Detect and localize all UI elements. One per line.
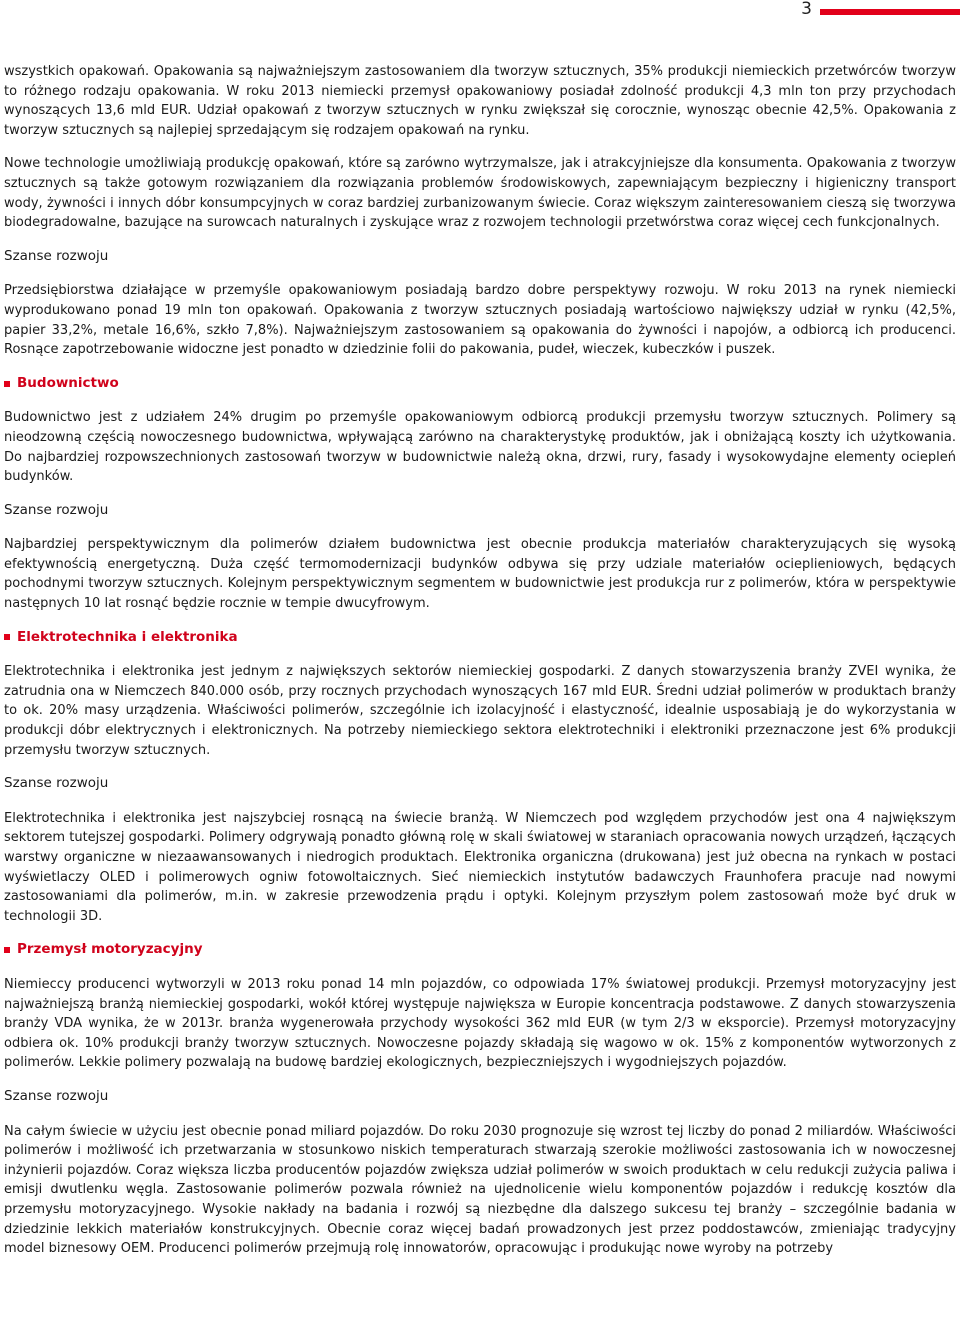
paragraph-construction-growth: Najbardziej perspektywicznym dla polimerów działem budownictwa jest obecnie produkcja materiałów charakteryzujących się wysoką efektywnością energetyczną. Duża część termomodernizacji budynków odbywa się przy udziale materiałów ocieplieniowych, będących pochodnymi tworzyw sztucznych. Kolejnym perspektywicznym segmentem w budownictwie jest produkcja rur z polimerów, która w perspektywie następnych 10 lat rosnąć będzie rocznie w tempie dwucyfrowym.	[4, 537, 956, 612]
paragraph-automotive: Niemieccy producenci wytworzyli w 2013 roku ponad 14 mln pojazdów, co odpowiada 17% światowej produkcji. Przemysł motoryzacyjny jest najważniejszą branżą niemieckiej gospodarki, wokół której występuje największa w Europie koncentracja podstawowe. Z danych stowarzyszenia branży VDA wynika, że w 2013r. branża wygenerowała przychody wysokości 362 mld EUR (w tym 2/3 w eksporcie). Przemysł motoryzacyjny odbiera ok. 10% produkcji branży tworzyw sztucznych. Nowoczesne pojazdy składają się wagowo w ok. 15% z komponentów wytworzonych z polimerów. Lekkie polimery pozwalają na budowę bardziej ekologicznych, bezpieczniejszych i wygodniejszych pojazdów.	[4, 976, 956, 1071]
paragraph-construction: Budownictwo jest z udziałem 24% drugim po przemyśle opakowaniowym odbiorcą produkcji przemysłu tworzyw sztucznych. Polimery są nieodzowną częścią nowoczesnego budownictwa, wpływającą zarówno na charakterystykę produktów, jak i obniżającą koszty ich użytkowania. Do najbardziej rozpowszechnionych zastosowań tworzyw w budownictwie należą okna, drzwi, rury, fasady i wysokowydajne elementy ociepleń budynków.	[4, 410, 956, 485]
square-bullet-icon	[4, 947, 10, 953]
subheading-growth-automotive: Szanse rozwoju	[4, 1087, 109, 1104]
header-accent-bar	[820, 9, 960, 15]
section-heading-label: Elektrotechnika i elektronika	[17, 628, 238, 645]
document-body	[4, 62, 956, 1273]
paragraph-electronics-growth: Elektrotechnika i elektronika jest najszybciej rosnącą na świecie branżą. W Niemczech pod względem przychodów jest ona 4 największym sektorem tutejszej gospodarki. Polimery odgrywają ponadto główną rolę w skali światowej w staraniach opracowania nowych urządzeń, łączących warstwy organiczne w niezaawansowanych i niedrogich produktach. Elektronika organiczna (drukowana) jest już obecna na rynkach w postaci wyświetlaczy OLED i polimerowych ogniw fotowoltaicznych. Sieć niemieckich instytutów badawczych Fraunhofera pracuje nad nowymi zastosowaniami dla polimerów, m.in. w zakresie przewodzenia prądu i optyki. Kolejnym przyszłym polem zastosowań może być druk w technologii 3D.	[4, 810, 956, 924]
square-bullet-icon	[4, 381, 10, 387]
paragraph-packaging-intro: wszystkich opakowań. Opakowania są najważniejszym zastosowaniem dla tworzyw sztucznych, 35% produkcji niemieckich przetwórców tworzyw to różnego rodzaju opakowania. W roku 2013 niemiecki przemysł opakowaniowy posiadał zdolność produkcji 4,3 mln ton przy przychodach wynoszących 13,6 mld EUR. Udział opakowań z tworzyw sztucznych w rynku zwiększał się corocznie, wynosząc obecnie 42,5%. Opakowania z tworzyw sztucznych są najlepiej sprzedającym się rodzajem opakowań na rynku.	[4, 64, 956, 138]
square-bullet-icon	[4, 634, 10, 640]
section-heading-label: Budownictwo	[17, 374, 119, 391]
subheading-growth-electronics: Szanse rozwoju	[4, 775, 109, 792]
paragraph-packaging-technology: Nowe technologie umożliwiają produkcję opakowań, które są zarówno wytrzymalsze, jak i atrakcyjniejsze dla konsumenta. Opakowania z tworzyw sztucznych są także gotowym rozwiązaniem dla rozwiązania problemów środowiskowych, zapewniającym bezpieczny i higieniczny transport wody, żywności i innych dóbr konsumpcyjnych w coraz bardziej zurbanizowanym świecie. Coraz większym zainteresowaniem cieszą się tworzywa biodegradowalne, bazujące na surowcach naturalnych i zyskujące wraz z rozwojem technologii przetwórstwa coraz więcej cech funkcjonalnych.	[4, 156, 956, 231]
section-heading-label: Przemysł motoryzacyjny	[17, 941, 203, 958]
page-number: 3	[801, 0, 812, 19]
paragraph-automotive-growth: Na całym świecie w użyciu jest obecnie ponad miliard pojazdów. Do roku 2030 prognozuje się wzrost tej liczby do ponad 2 miliardów. Właściwości polimerów i możliwość ich przetwarzania w stosunkowo niskich temperaturach stwarzają szerokie możliwości zastosowania ich w nowoczesnej inżynierii pojazdów. Coraz większa liczba producentów pojazdów zwiększa udział polimerów w swoich produktach w celu redukcji zużycia paliwa i emisji dwutlenku węgla. Zastosowanie polimerów pozwala również na ujednolicenie wielu komponentów pojazdów i redukcję kosztów dla przemysłu motoryzacyjnego. Wysokie nakłady na badania i rozwój są niezbędne dla dalszego sukcesu tej branży – szczególnie badania w dziedzinie lekkich materiałów konstrukcyjnych. Obecnie coraz więcej badań prowadzonych jest przez poddostawców, zmieniając tradycyjny model biznesowy OEM. Producenci polimerów przejmują rolę innowatorów, opracowując i produkując nowe wyroby na potrzeby	[4, 1123, 956, 1257]
subheading-growth-packaging: Szanse rozwoju	[4, 247, 109, 264]
paragraph-electronics: Elektrotechnika i elektronika jest jednym z największych sektorów niemieckiej gospodarki. Z danych stowarzyszenia branży ZVEI wynika, że zatrudnia ona w Niemczech 840.000 osób, przy rocznych przychodach wynoszących 167 mld EUR. Średni udział polimerów w produktach branży to ok. 20% masy urządzenia. Właściwości polimerów, szczególnie ich izolacyjność i elastyczność, idealnie usposabiają je do wykorzystania w produkcji dóbr elektrycznych i elektronicznych. Na potrzeby niemieckiego sektora elektrotechniki i elektroniki przeznaczone jest 6% produkcji przemysłu tworzyw sztucznych.	[4, 664, 956, 758]
section-heading-electronics	[4, 628, 956, 648]
paragraph-packaging-growth: Przedsiębiorstwa działające w przemyśle opakowaniowym posiadają bardzo dobre perspektywy rozwoju. W roku 2013 na rynek niemiecki wyprodukowano ponad 19 mln ton opakowań. Opakowania z tworzyw sztucznych posiadają wartościowo największy udział w rynku (42,5%, papier 33,2%, metale 16,6%, szkło 7,8%). Najważniejszym zastosowaniem są opakowania do żywności i napojów, a odbiorcą ich producenci. Rosnące zapotrzebowanie widoczne jest ponadto w dziedzinie folii do pakowania, pudeł, wieczek, kubeczków i puszek.	[4, 283, 956, 358]
section-heading-construction	[4, 374, 956, 394]
subheading-growth-construction: Szanse rozwoju	[4, 501, 109, 518]
section-heading-automotive	[4, 940, 956, 960]
